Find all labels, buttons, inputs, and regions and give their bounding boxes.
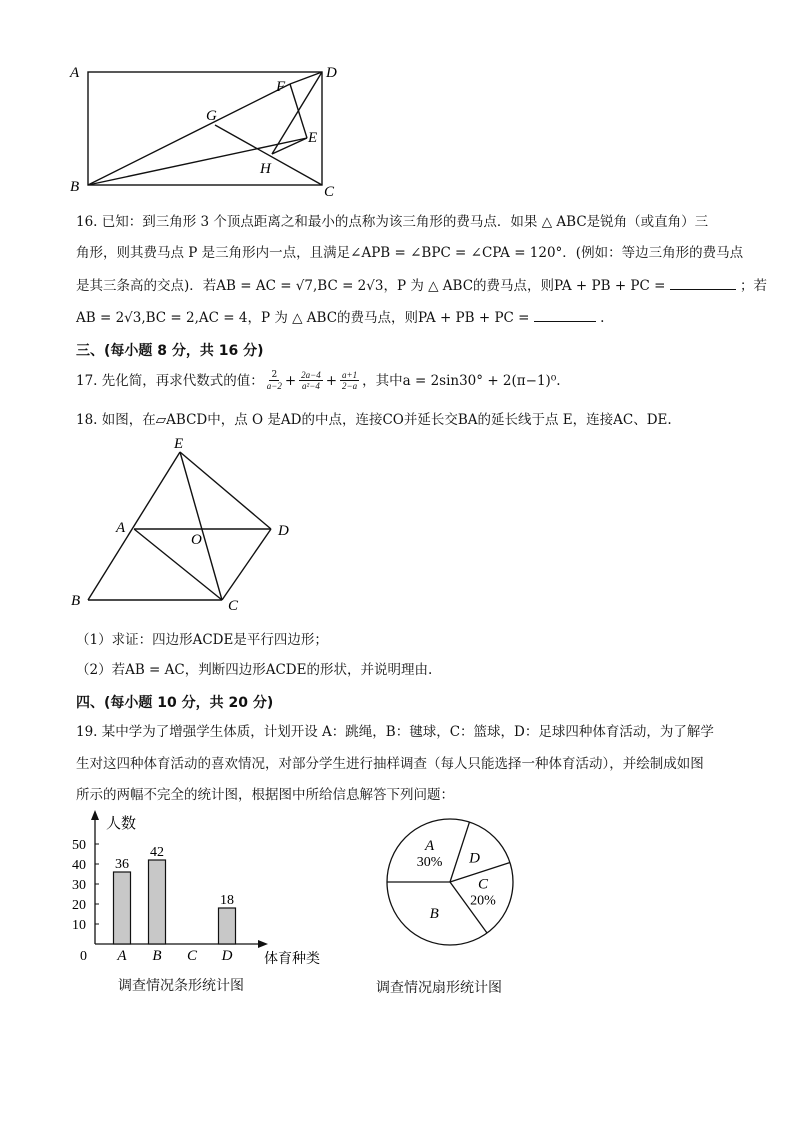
x-axis-arrow xyxy=(258,940,268,948)
fraction-2-den: a²−4 xyxy=(302,381,320,391)
q17-prefix: 17. 先化简，再求代数式的值： xyxy=(76,372,264,389)
label-C: C xyxy=(324,184,335,200)
label-E: E xyxy=(308,130,318,146)
q16-line4 xyxy=(76,307,604,328)
label-B: B xyxy=(70,179,80,195)
answer-blank-1[interactable] xyxy=(670,275,736,290)
pie-percent-C: 20% xyxy=(470,893,496,909)
x-tick-label-C: C xyxy=(186,948,198,964)
fraction-3 xyxy=(340,370,359,391)
q16-line4-end: . xyxy=(600,310,605,326)
x-tick-label-A: A xyxy=(117,948,127,964)
pie-label-C: C xyxy=(477,876,488,893)
x-tick-label-D: D xyxy=(221,948,233,964)
label-D: D xyxy=(326,65,337,81)
q16-line3 xyxy=(76,275,767,296)
label-C2: C xyxy=(228,598,239,614)
pie-chart xyxy=(380,812,530,962)
label-O: O xyxy=(191,532,202,548)
q17-suffix: ，其中a = 2sin30° + 2(π−1)⁰. xyxy=(362,372,561,389)
q16-line2: 角形，则其费马点 P 是三角形内一点，且满足∠APB = ∠BPC = ∠CPA = 120°．(例如：等边三角形的费马点 xyxy=(76,245,744,261)
pie-chart-title: 调查情况扇形统计图 xyxy=(376,980,502,996)
section-3-heading: 三、(每小题 8 分，共 16 分) xyxy=(76,343,264,359)
fraction-2-num: 2a−4 xyxy=(301,370,321,380)
q16-line1: 16. 已知：到三角形 3 个顶点距离之和最小的点称为该三角形的费马点．如果 △ ABC是锐角（或直角）三 xyxy=(76,214,709,230)
q18-text: 18. 如图，在▱ABCD中，点 O 是AD的中点，连接CO并延长交BA的延长线于点 E，连接AC、DE. xyxy=(76,412,672,428)
y-axis-label: 人数 xyxy=(106,816,137,832)
label-G: G xyxy=(206,108,217,124)
fraction-2 xyxy=(299,370,323,391)
bar-D xyxy=(219,908,236,944)
label-H: H xyxy=(260,161,271,177)
y-tick-label: 30 xyxy=(72,878,86,893)
y-tick-label: 50 xyxy=(72,838,86,853)
label-A: A xyxy=(70,65,80,81)
y-tick-label: 20 xyxy=(72,898,86,913)
label-B2: B xyxy=(71,593,81,609)
q18-sub2: （2）若AB = AC，判断四边形ACDE的形状，并说明理由. xyxy=(76,662,433,678)
q18-sub1: （1）求证：四边形ACDE是平行四边形； xyxy=(76,632,328,648)
pie-label-B: B xyxy=(429,905,439,922)
fraction-3-num: a+1 xyxy=(342,370,358,380)
bar-chart xyxy=(70,808,370,978)
data-label-A: 36 xyxy=(115,857,129,872)
fraction-3-den: 2−a xyxy=(342,381,358,391)
data-label-D: 18 xyxy=(220,893,234,908)
label-D2: D xyxy=(278,523,289,539)
label-A2: A xyxy=(116,520,126,536)
fraction-1 xyxy=(267,370,282,391)
q16-line4-text: AB = 2√3,BC = 2,AC = 4，P 为 △ ABC的费马点，则PA + PB + PC = xyxy=(76,310,530,326)
x-tick-label-B: B xyxy=(152,948,162,964)
fraction-1-den: a−2 xyxy=(266,381,282,391)
q17 xyxy=(76,370,561,391)
bar-A xyxy=(114,872,131,944)
bar-B xyxy=(149,860,166,944)
y-tick-label: 40 xyxy=(72,858,86,873)
y-tick-label: 10 xyxy=(72,918,86,933)
q19-line2: 生对这四种体育活动的喜欢情况，对部分学生进行抽样调查（每人只能选择一种体育活动），并绘制成如图 xyxy=(76,756,704,772)
label-E2: E xyxy=(174,436,184,452)
fraction-1-num: 2 xyxy=(271,370,278,380)
bar-chart-title: 调查情况条形统计图 xyxy=(118,978,244,994)
parallelogram-figure xyxy=(64,436,304,616)
q16-line3-end: ；若 xyxy=(740,278,768,294)
origin-label: 0 xyxy=(80,949,87,964)
pie-label-D: D xyxy=(469,850,480,867)
x-axis-label: 体育种类 xyxy=(264,952,320,967)
pie-percent-A: 30% xyxy=(416,854,443,870)
y-axis-arrow xyxy=(91,810,99,820)
rectangle-figure xyxy=(60,58,360,203)
section-4-heading: 四、(每小题 10 分，共 20 分) xyxy=(76,695,274,711)
plus-sign-2: + xyxy=(325,372,338,389)
plus-sign-1: + xyxy=(284,372,297,389)
data-label-B: 42 xyxy=(150,845,164,860)
q19-line1: 19. 某中学为了增强学生体质，计划开设 A：跳绳，B：毽球，C：篮球，D：足球四种体育活动，为了解学 xyxy=(76,724,714,740)
answer-blank-2[interactable] xyxy=(534,307,596,322)
label-F: F xyxy=(276,79,286,95)
q16-line3-text: 是其三条高的交点)．若AB = AC = √7,BC = 2√3，P 为 △ ABC的费马点，则PA + PB + PC = xyxy=(76,278,666,294)
q19-line3: 所示的两幅不完全的统计图，根据图中所给信息解答下列问题： xyxy=(76,787,454,803)
pie-label-A: A xyxy=(425,837,435,854)
